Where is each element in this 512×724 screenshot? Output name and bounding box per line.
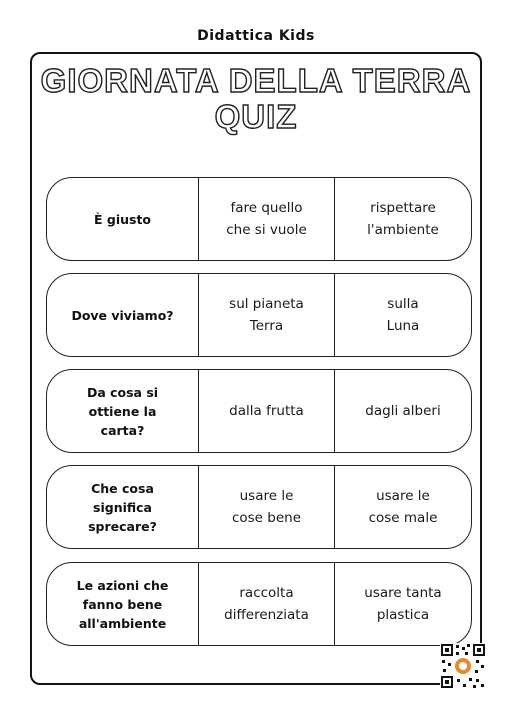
- question-cell: Da cosa si ottiene la carta?: [47, 370, 199, 452]
- question-cell: Dove viviamo?: [47, 274, 199, 356]
- answer-option[interactable]: usare le cose bene: [199, 466, 335, 548]
- title-block: [30, 62, 482, 142]
- answer-option[interactable]: sulla Luna: [386, 296, 420, 334]
- question-cell: È giusto: [47, 178, 199, 260]
- answer-option[interactable]: usare tanta plastica: [364, 585, 442, 623]
- brand-logo: Didattica Kids: [197, 28, 315, 44]
- answer-option[interactable]: dagli alberi: [365, 403, 441, 419]
- answer-option[interactable]: fare quello che si vuole: [199, 178, 335, 260]
- answer-option[interactable]: usare le cose male: [368, 488, 438, 526]
- answer-option[interactable]: rispettare l'ambiente: [367, 200, 439, 238]
- quiz-row: [46, 273, 472, 357]
- answer-option[interactable]: raccolta differenziata: [199, 563, 335, 645]
- quiz-row: [46, 177, 472, 261]
- quiz-row: [46, 562, 472, 646]
- title-line-1: GIORNATA DELLA TERRA: [40, 62, 472, 99]
- qr-code-icon: [440, 643, 486, 689]
- title-line-2: QUIZ: [214, 98, 298, 135]
- question-cell: Le azioni che fanno bene all'ambiente: [47, 563, 199, 645]
- quiz-row: [46, 369, 472, 453]
- answer-option[interactable]: sul pianeta Terra: [199, 274, 335, 356]
- quiz-row: [46, 465, 472, 549]
- answer-option[interactable]: dalla frutta: [199, 370, 335, 452]
- question-cell: Che cosa significa sprecare?: [47, 466, 199, 548]
